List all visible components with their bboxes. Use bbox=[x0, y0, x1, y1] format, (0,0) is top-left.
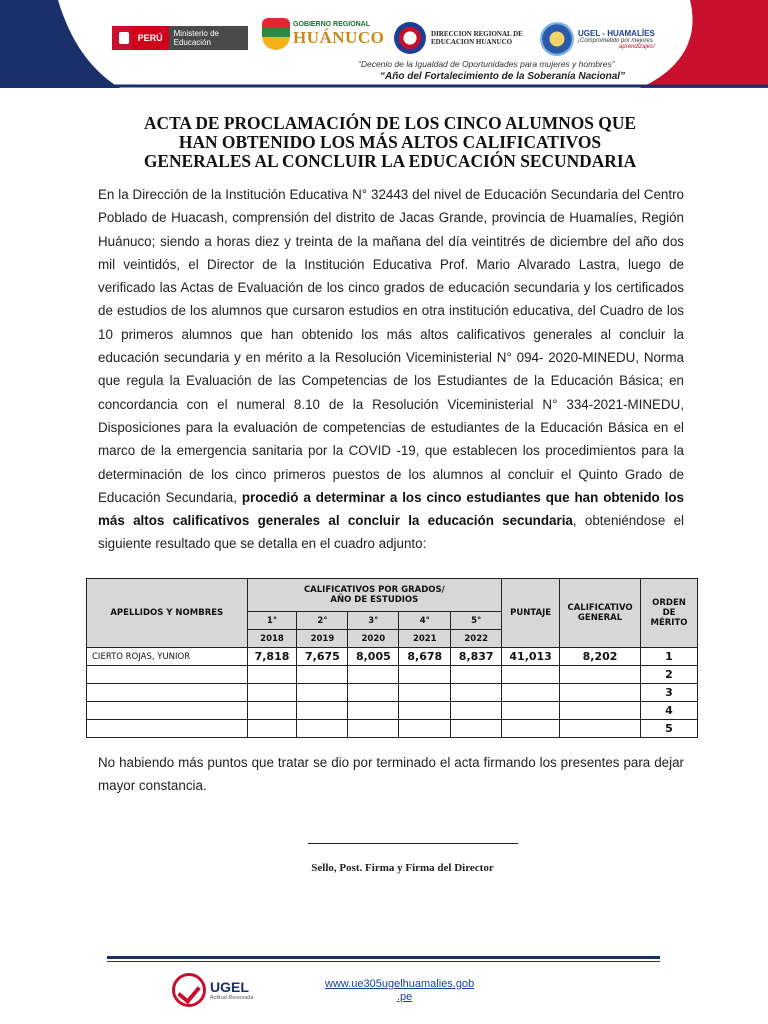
general-value: 8,202 bbox=[560, 648, 641, 666]
footer-ugel-logo bbox=[172, 973, 253, 1007]
table-row bbox=[87, 648, 698, 666]
header-puntaje: PUNTAJE bbox=[502, 579, 560, 648]
footer-url-line1[interactable]: www.ue305ugelhuamalies.gob bbox=[325, 978, 475, 990]
student-name: CIERTO ROJAS, YUNIOR bbox=[87, 648, 248, 666]
puntaje-value bbox=[502, 666, 560, 684]
header-calificativos-line1: CALIFICATIVOS POR GRADOS/ bbox=[303, 585, 445, 595]
year-2020: 2020 bbox=[348, 630, 399, 648]
title-line-2: HAN OBTENIDO LOS MÁS ALTOS CALIFICATIVOS bbox=[178, 132, 602, 152]
grade-score: 8,005 bbox=[348, 648, 399, 666]
gore-line1: GOBIERNO REGIONAL bbox=[293, 20, 371, 28]
footer-rule bbox=[107, 956, 660, 959]
header-apellidos-nombres: APELLIDOS Y NOMBRES bbox=[87, 579, 248, 648]
gobierno-regional-logo bbox=[262, 18, 384, 50]
general-value bbox=[560, 684, 641, 702]
closing-paragraph: No habiendo más puntos que tratar se dio por terminado el acta firmando los presentes para dejar mayor constancia. bbox=[98, 755, 684, 794]
header-orden-line2: DE bbox=[662, 608, 676, 618]
orden-value: 2 bbox=[641, 666, 698, 684]
header-orden-line3: MÉRITO bbox=[650, 618, 688, 628]
table-row bbox=[87, 666, 698, 684]
ugel-huamalies-logo bbox=[540, 22, 655, 56]
grade-score bbox=[451, 702, 502, 720]
ugel-slogan-2: aprendizajes! bbox=[619, 43, 655, 50]
grade-score bbox=[399, 666, 451, 684]
grade-score: 8,678 bbox=[399, 648, 451, 666]
motto-anio: “Año del Fortalecimiento de la Soberanía Nacional” bbox=[380, 71, 626, 82]
year-2022: 2022 bbox=[451, 630, 502, 648]
grade-score bbox=[297, 720, 348, 738]
grade-3: 3° bbox=[348, 612, 399, 630]
header-general-line2: GENERAL bbox=[577, 613, 623, 623]
grade-4: 4° bbox=[399, 612, 451, 630]
student-name bbox=[87, 720, 248, 738]
footer-website-link[interactable] bbox=[325, 978, 485, 1004]
grade-score bbox=[247, 684, 297, 702]
grade-score bbox=[451, 684, 502, 702]
header-calificativo-general bbox=[560, 579, 641, 648]
title-line-3: GENERALES AL CONCLUIR LA EDUCACIÓN SECUNDARIA bbox=[143, 151, 637, 171]
grade-score: 8,837 bbox=[451, 648, 502, 666]
orden-value: 5 bbox=[641, 720, 698, 738]
year-2019: 2019 bbox=[297, 630, 348, 648]
grade-2: 2° bbox=[297, 612, 348, 630]
orden-value: 4 bbox=[641, 702, 698, 720]
grade-score bbox=[297, 702, 348, 720]
dreh-line1: DIRECCION REGIONAL DE bbox=[431, 30, 523, 38]
motto-decenio: “Decenio de la Igualdad de Oportunidades para mujeres y hombres” bbox=[358, 59, 615, 69]
minedu-country: PERÚ bbox=[132, 26, 169, 50]
footer-url-line2[interactable]: .pe bbox=[397, 991, 413, 1003]
letterhead bbox=[0, 0, 768, 90]
grade-score bbox=[348, 702, 399, 720]
ugel-slogan-1: ¡Comprometido por mejores bbox=[578, 37, 653, 44]
signature-line bbox=[308, 843, 518, 844]
grade-score bbox=[399, 720, 451, 738]
ugel-emblem-icon bbox=[540, 22, 574, 56]
minedu-logo bbox=[112, 26, 248, 50]
body-tail-text: , obteniéndose el siguiente resultado que se detalla en el cuadro adjunto: bbox=[98, 513, 684, 552]
student-name bbox=[87, 684, 248, 702]
grade-score bbox=[297, 684, 348, 702]
grade-1: 1° bbox=[247, 612, 297, 630]
body-paragraph bbox=[98, 183, 684, 556]
dreh-emblem-icon bbox=[394, 22, 426, 54]
gore-line2: HUÁNUCO bbox=[293, 27, 385, 47]
puntaje-value: 41,013 bbox=[502, 648, 560, 666]
grade-score bbox=[399, 702, 451, 720]
general-value bbox=[560, 702, 641, 720]
minedu-name: Ministerio de Educación bbox=[173, 29, 219, 47]
footer-logo-sub: Actitud Renovada bbox=[210, 995, 254, 1001]
grade-score: 7,818 bbox=[247, 648, 297, 666]
orden-value: 3 bbox=[641, 684, 698, 702]
dreh-logo bbox=[394, 22, 523, 54]
year-2021: 2021 bbox=[399, 630, 451, 648]
checkmark-badge-icon bbox=[172, 973, 206, 1007]
grade-score bbox=[247, 720, 297, 738]
puntaje-value bbox=[502, 720, 560, 738]
results-table bbox=[86, 578, 698, 738]
year-2018: 2018 bbox=[247, 630, 297, 648]
grade-5: 5° bbox=[451, 612, 502, 630]
body-text: En la Dirección de la Institución Educativa N° 32443 del nivel de Educación Secundaria del Centro Poblado de Huacash, comprensión del distrito de Jacas Grande, provincia de Huamalíes, Región Huánuco; siendo a horas diez y treinta de la mañana del día veintitrés de diciembre del año dos mil veintidós, el Director de la Institución Educativa Prof. Mario Alvarado Lastra, luego de verificado las Actas de Evaluación de los cinco grados de educación secundaria y los certificados de estudios de los alumnos que cursaron estudios en otra institución educativa, del Cuadro de los 10 primeros alumnos que han obtenido los más altos calificativos generales al concluir la educación secundaria y en mérito a la Resolución Viceministerial N° 094- 2020-MINEDU, Norma que regula la Evaluación de las Competencias de los Estudiantes de la Educación Básica; en concordancia con el numeral 8.10 de la Resolución Viceministerial N° 334-2021-MINEDU, Disposiciones para la evaluación de competencias de estudiantes de la Educación Básica en el marco de la emergencia sanitaria por la COVID -19, que establecen los procedimientos para la determinación de los cinco primeros puestos de los alumnos al concluir el Quinto Grado de Educación Secundaria, bbox=[98, 187, 684, 505]
grade-score bbox=[399, 684, 451, 702]
footer-logo-name: UGEL bbox=[210, 979, 249, 995]
peru-shield-icon bbox=[112, 26, 132, 50]
header-calificativos bbox=[247, 579, 502, 612]
signature-label: Sello, Post. Firma y Firma del Director bbox=[311, 862, 494, 874]
grade-score bbox=[451, 720, 502, 738]
header-orden-line1: ORDEN bbox=[652, 598, 686, 608]
regional-shield-icon bbox=[262, 18, 290, 50]
document-title bbox=[100, 114, 680, 171]
puntaje-value bbox=[502, 684, 560, 702]
title-line-1: ACTA DE PROCLAMACIÓN DE LOS CINCO ALUMNOS QUE bbox=[144, 113, 636, 133]
body-bold-text: procedió a determinar a los cinco estudiantes que han obtenido los más altos calificativos generales al concluir la educación secundaria bbox=[98, 489, 684, 529]
student-name bbox=[87, 702, 248, 720]
ugel-name: UGEL - HUAMALÍES bbox=[578, 28, 655, 38]
table-row bbox=[87, 720, 698, 738]
dreh-line2: EDUCACION HUANUCO bbox=[431, 38, 513, 46]
table-row bbox=[87, 684, 698, 702]
grade-score bbox=[451, 666, 502, 684]
orden-value: 1 bbox=[641, 648, 698, 666]
header-orden-merito bbox=[641, 579, 698, 648]
header-general-line1: CALIFICATIVO bbox=[567, 603, 633, 613]
general-value bbox=[560, 666, 641, 684]
header-calificativos-line2: AÑO DE ESTUDIOS bbox=[330, 595, 419, 605]
grade-score bbox=[247, 666, 297, 684]
footer-rule-thin bbox=[107, 961, 660, 962]
puntaje-value bbox=[502, 702, 560, 720]
student-name bbox=[87, 666, 248, 684]
general-value bbox=[560, 720, 641, 738]
table-row bbox=[87, 702, 698, 720]
grade-score bbox=[247, 702, 297, 720]
grade-score bbox=[348, 666, 399, 684]
grade-score bbox=[348, 720, 399, 738]
grade-score bbox=[297, 666, 348, 684]
grade-score bbox=[348, 684, 399, 702]
grade-score: 7,675 bbox=[297, 648, 348, 666]
